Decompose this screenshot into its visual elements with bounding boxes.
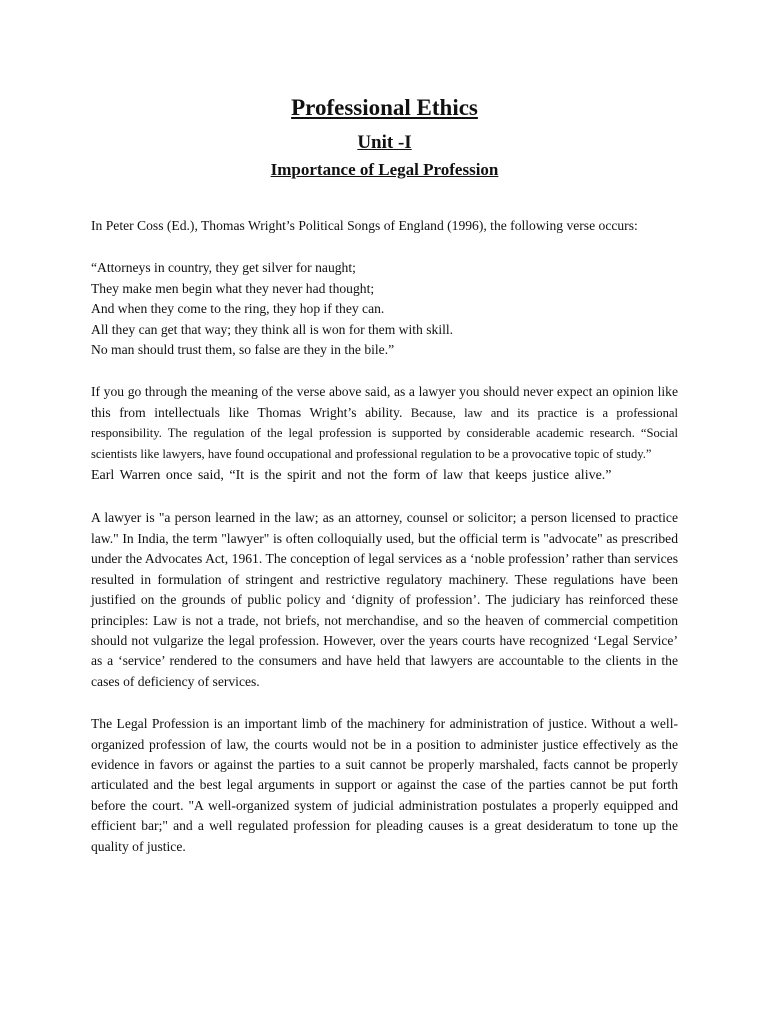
legal-profession-paragraph: The Legal Profession is an important limb of the machinery for administration of justice. Without a well-organized profession of law, the courts would not be in a position to administer justice effectively as the evidence in favors or against the parties to a suit cannot be properly marshaled, facts cannot be properly articulated and the best legal arguments in support or against the case of the parties cannot be put forth before the court. "A well-organized system of judicial administration postulates a properly equipped and efficient bar;" and a well regulated profession for pleading causes is a great desideratum to tone up the quality of justice. [91, 716, 678, 854]
verse-block [91, 258, 678, 360]
verse-line: No man should trust them, so false are they in the bile.” [91, 342, 395, 358]
unit-heading: Unit -I [357, 132, 412, 153]
document-body [91, 92, 678, 857]
intro-paragraph: In Peter Coss (Ed.), Thomas Wright’s Political Songs of England (1996), the following verse occurs: [91, 218, 638, 233]
section-heading: Importance of Legal Profession [270, 160, 499, 179]
commentary-lead: If you go through the meaning of the verse above said, as a lawyer you should never expect an opinion like this from intellectuals like Thomas Wright’s ability. [91, 384, 678, 420]
verse-line: “Attorneys in country, they get silver for naught; [91, 260, 356, 276]
verse-line: They make men begin what they never had thought; [91, 280, 375, 296]
lawyer-definition-paragraph: A lawyer is "a person learned in the law; as an attorney, counsel or solicitor; a person licensed to practice law." In India, the term "lawyer" is often colloquially used, but the official term is "advocate" as prescribed under the Advocates Act, 1961. The conception of legal services as a ‘noble profession’ rather than services resulted in formulation of stringent and restrictive regulatory machinery. These regulations have been justified on the grounds of public policy and ‘dignity of profession’. The judiciary has reinforced these principles: Law is not a trade, not briefs, not merchandise, and so the heaven of commercial competition should not vulgarize the legal profession. However, over the years courts have recognized ‘Legal Service’ as a ‘service’ rendered to the consumers and have held that lawyers are accountable to the clients in the cases of deficiency of services. [91, 510, 678, 689]
document-title: Professional Ethics [291, 95, 478, 120]
verse-line: And when they come to the ring, they hop if they can. [91, 301, 385, 317]
commentary-paragraph [91, 382, 678, 464]
warren-quote: Earl Warren once said, “It is the spirit and not the form of law that keeps justice alive.” [91, 468, 612, 484]
commentary-rest: Because, law and its practice is a professional responsibility. The regulation of the legal profession is supported by considerable academic research. “Social scientists like lawyers, have found occupational and professional regulation to be a provocative topic of study.” [91, 405, 678, 461]
verse-line: All they can get that way; they think all is won for them with skill. [91, 321, 454, 337]
